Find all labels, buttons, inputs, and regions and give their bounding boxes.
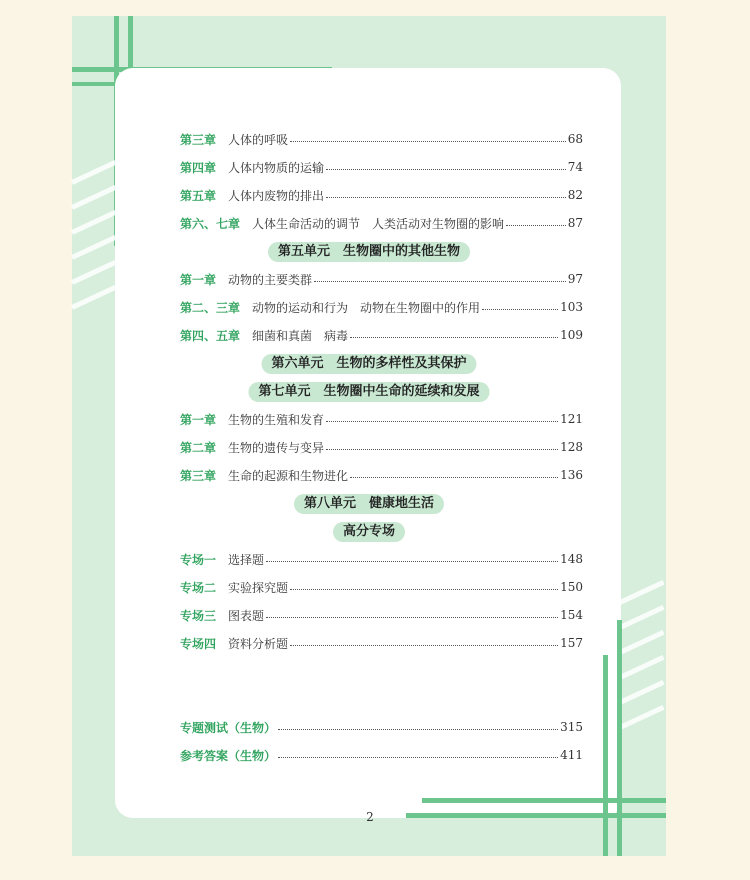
- entry-page: 74: [567, 160, 583, 174]
- toc-entry[interactable]: [180, 549, 583, 569]
- dot-leader: [290, 589, 558, 590]
- entry-title: 图表题: [228, 608, 265, 623]
- entry-label: 第一章: [180, 412, 217, 427]
- entry-page: 411: [560, 748, 583, 762]
- entry-label: 第二章: [180, 440, 217, 455]
- entry-page: 87: [567, 216, 583, 230]
- deco-line: [422, 798, 666, 803]
- entry-page: 136: [560, 468, 583, 482]
- dot-leader: [482, 309, 558, 310]
- dot-leader: [278, 757, 558, 758]
- entry-label: 专场二: [180, 580, 217, 595]
- unit-heading[interactable]: 第七单元 生物圈中生命的延续和发展: [248, 382, 489, 402]
- entry-page: 157: [560, 636, 583, 650]
- entry-page: 97: [567, 272, 583, 286]
- special-heading[interactable]: 高分专场: [333, 522, 405, 542]
- page-number: 2: [366, 810, 374, 824]
- entry-label: 第三章: [180, 132, 217, 147]
- toc-entry[interactable]: [180, 633, 583, 653]
- toc-entry[interactable]: [180, 185, 583, 205]
- entry-page: 109: [560, 328, 583, 342]
- entry-page: 103: [560, 300, 583, 314]
- dot-leader: [326, 421, 558, 422]
- entry-page: 315: [560, 720, 583, 734]
- entry-page: 82: [567, 188, 583, 202]
- entry-title: 细菌和真菌 病毒: [252, 328, 349, 343]
- entry-label: 参考答案（生物）: [180, 748, 277, 763]
- entry-page: 148: [560, 552, 583, 566]
- entry-label: 第四章: [180, 160, 217, 175]
- dot-leader: [266, 561, 558, 562]
- entry-page: 150: [560, 580, 583, 594]
- dot-leader: [326, 169, 566, 170]
- entry-title: 生命的起源和生物进化: [228, 468, 349, 483]
- deco-line: [603, 655, 608, 856]
- unit-heading[interactable]: 第六单元 生物的多样性及其保护: [261, 354, 476, 374]
- toc-entry[interactable]: [180, 213, 583, 233]
- entry-label: 专场三: [180, 608, 217, 623]
- entry-label: 专场四: [180, 636, 217, 651]
- entry-title: 人体生命活动的调节 人类活动对生物圈的影响: [252, 216, 505, 231]
- entry-title: 选择题: [228, 552, 265, 567]
- entry-label: 专题测试（生物）: [180, 720, 277, 735]
- dot-leader: [278, 729, 558, 730]
- entry-page: 154: [560, 608, 583, 622]
- unit-heading[interactable]: 第五单元 生物圈中的其他生物: [268, 242, 470, 262]
- toc-entry[interactable]: [180, 325, 583, 345]
- toc-entry[interactable]: [180, 605, 583, 625]
- entry-label: 第五章: [180, 188, 217, 203]
- toc-entry[interactable]: [180, 745, 583, 765]
- dot-leader: [350, 477, 558, 478]
- toc-entry[interactable]: [180, 465, 583, 485]
- dot-leader: [290, 141, 566, 142]
- dot-leader: [314, 281, 566, 282]
- dot-leader: [266, 617, 558, 618]
- dot-leader: [290, 645, 558, 646]
- entry-title: 生物的生殖和发育: [228, 412, 325, 427]
- entry-label: 第四、五章: [180, 328, 241, 343]
- toc-entry[interactable]: [180, 157, 583, 177]
- toc-entry[interactable]: [180, 437, 583, 457]
- dot-leader: [350, 337, 558, 338]
- toc-entry[interactable]: [180, 717, 583, 737]
- toc-entry[interactable]: [180, 409, 583, 429]
- entry-title: 实验探究题: [228, 580, 289, 595]
- entry-label: 第三章: [180, 468, 217, 483]
- entry-page: 128: [560, 440, 583, 454]
- dot-leader: [326, 449, 558, 450]
- entry-label: 第六、七章: [180, 216, 241, 231]
- entry-title: 动物的主要类群: [228, 272, 313, 287]
- entry-label: 专场一: [180, 552, 217, 567]
- entry-title: 人体内废物的排出: [228, 188, 325, 203]
- unit-heading[interactable]: 第八单元 健康地生活: [294, 494, 444, 514]
- entry-title: 动物的运动和行为 动物在生物圈中的作用: [252, 300, 481, 315]
- entry-title: 生物的遗传与变异: [228, 440, 325, 455]
- entry-page: 68: [567, 132, 583, 146]
- entry-title: 人体内物质的运输: [228, 160, 325, 175]
- entry-title: 资料分析题: [228, 636, 289, 651]
- entry-label: 第二、三章: [180, 300, 241, 315]
- entry-label: 第一章: [180, 272, 217, 287]
- entry-page: 121: [560, 412, 583, 426]
- toc-entry[interactable]: [180, 577, 583, 597]
- dot-leader: [326, 197, 566, 198]
- toc-entry[interactable]: [180, 129, 583, 149]
- toc-entry[interactable]: [180, 269, 583, 289]
- entry-title: 人体的呼吸: [228, 132, 289, 147]
- dot-leader: [506, 225, 566, 226]
- toc-entry[interactable]: [180, 297, 583, 317]
